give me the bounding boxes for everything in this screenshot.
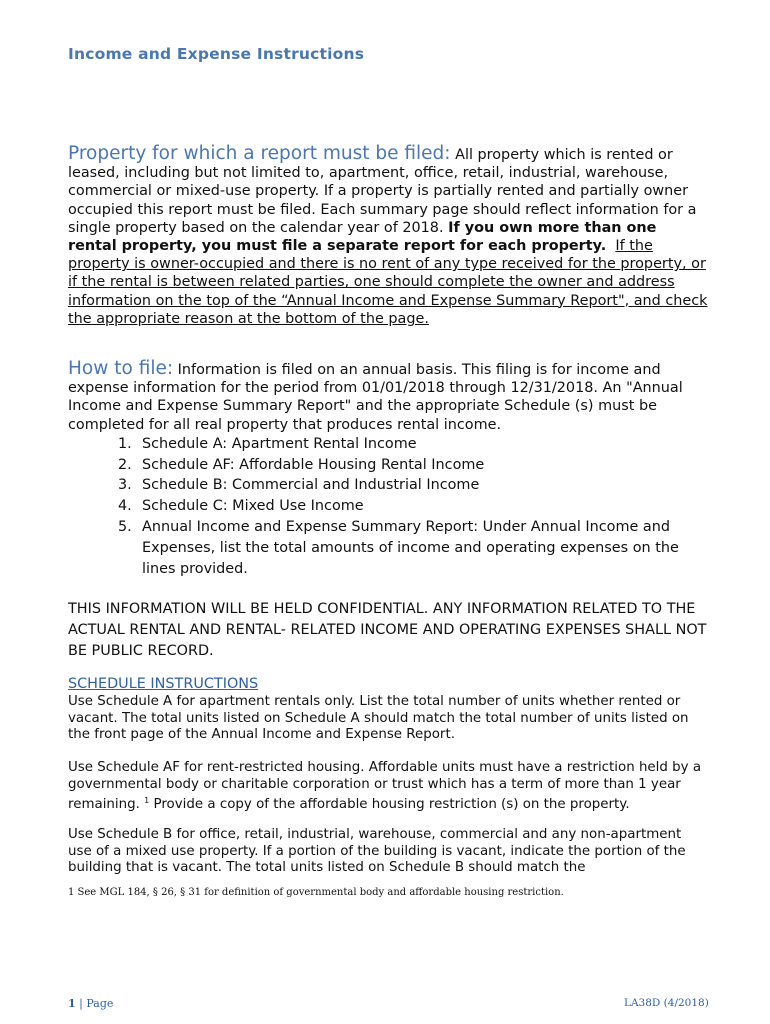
- list-item: [68, 455, 708, 476]
- page-number: 1: [68, 997, 76, 1010]
- section-heading-how-to-file: How to file:: [68, 358, 174, 379]
- list-item-number: 4.: [118, 498, 132, 515]
- section-text-owner-occupied-note: If the property is owner-occupied and there is no rent of any type received for the property, or if the rental is between related parties, one should complete the owner and address information on the top of the “Annual Income and Expense Summary Report", and check the appropriate reason at the bottom of the page.: [68, 238, 708, 327]
- page-label: | Page: [75, 997, 114, 1010]
- list-item-label: Schedule C: Mixed Use Income: [142, 498, 364, 515]
- list-item: [68, 475, 708, 496]
- schedule-af-text-continued: Provide a copy of the affordable housing restriction (s) on the property.: [149, 797, 630, 813]
- list-item-label: Schedule B: Commercial and Industrial Income: [142, 477, 480, 494]
- page-footer-number: [68, 997, 113, 1010]
- confidentiality-notice: THIS INFORMATION WILL BE HELD CONFIDENTIAL. ANY INFORMATION RELATED TO THE ACTUAL RENTAL AND RENTAL- RELATED INCOME AND OPERATING EXPENSES SHALL NOT BE PUBLIC RECORD.: [68, 601, 707, 659]
- section-heading-property: Property for which a report must be filed:: [68, 143, 451, 164]
- section-property-filing: [68, 145, 708, 328]
- schedule-instructions-title: SCHEDULE INSTRUCTIONS: [68, 676, 259, 692]
- list-item-label: Schedule A: Apartment Rental Income: [142, 435, 417, 452]
- section-text-property: All property which is rented or leased, including but not limited to, apartment, office, retail, industrial, warehouse, commercial or mixed-use property. If a property is partially rented and partially owner occupied this report must be filed. Each summary page should reflect information for a single property based on the calendar year of 2018.: [68, 147, 697, 236]
- schedule-af-paragraph: [68, 760, 708, 814]
- list-item-number: 2.: [118, 456, 132, 473]
- list-item-number: 1.: [118, 435, 132, 452]
- footnote: 1 See MGL 184, § 26, § 31 for definition of governmental body and affordable housing restriction.: [68, 887, 564, 898]
- list-item-label: Annual Income and Expense Summary Report: Under Annual Income and Expenses, list the total amounts of income and operating expenses on the lines provided.: [142, 519, 679, 577]
- footnote-reference: 1: [144, 796, 150, 806]
- list-item-label: Schedule AF: Affordable Housing Rental Income: [142, 456, 485, 473]
- list-item: [68, 517, 708, 579]
- section-how-to-file: [68, 360, 708, 579]
- list-item: [68, 496, 708, 517]
- section-text-how-to-file: Information is filed on an annual basis. This filing is for income and expense information for the period from 01/01/2018 through 12/31/2018. An "Annual Income and Expense Summary Report" and the appropriate Schedule (s) must be completed for all real property that produces rental income.: [68, 362, 683, 433]
- schedule-af-text: Use Schedule AF for rent-restricted housing. Affordable units must have a restriction held by a governmental body or charitable corporation or trust which has a term of more than 1 year remaining.: [68, 760, 702, 813]
- document-title: Income and Expense Instructions: [68, 45, 365, 63]
- schedule-a-paragraph: Use Schedule A for apartment rentals only. List the total number of units whether rented or vacant. The total units listed on Schedule A should match the total number of units listed on the front page of the Annual Income and Expense Report.: [68, 694, 689, 743]
- list-item: [68, 434, 708, 455]
- form-identifier: LA38D (4/2018): [624, 997, 709, 1009]
- schedule-b-paragraph: Use Schedule B for office, retail, industrial, warehouse, commercial and any non-apartment use of a mixed use property. If a portion of the building is vacant, indicate the portion of the building that is vacant. The total units listed on Schedule B should match the: [68, 827, 686, 876]
- schedule-list: [68, 434, 708, 580]
- section-text-bold-notice: If you own more than one rental property, you must file a separate report for each property.: [68, 219, 657, 255]
- list-item-number: 5.: [118, 519, 132, 535]
- list-item-number: 3.: [118, 477, 132, 494]
